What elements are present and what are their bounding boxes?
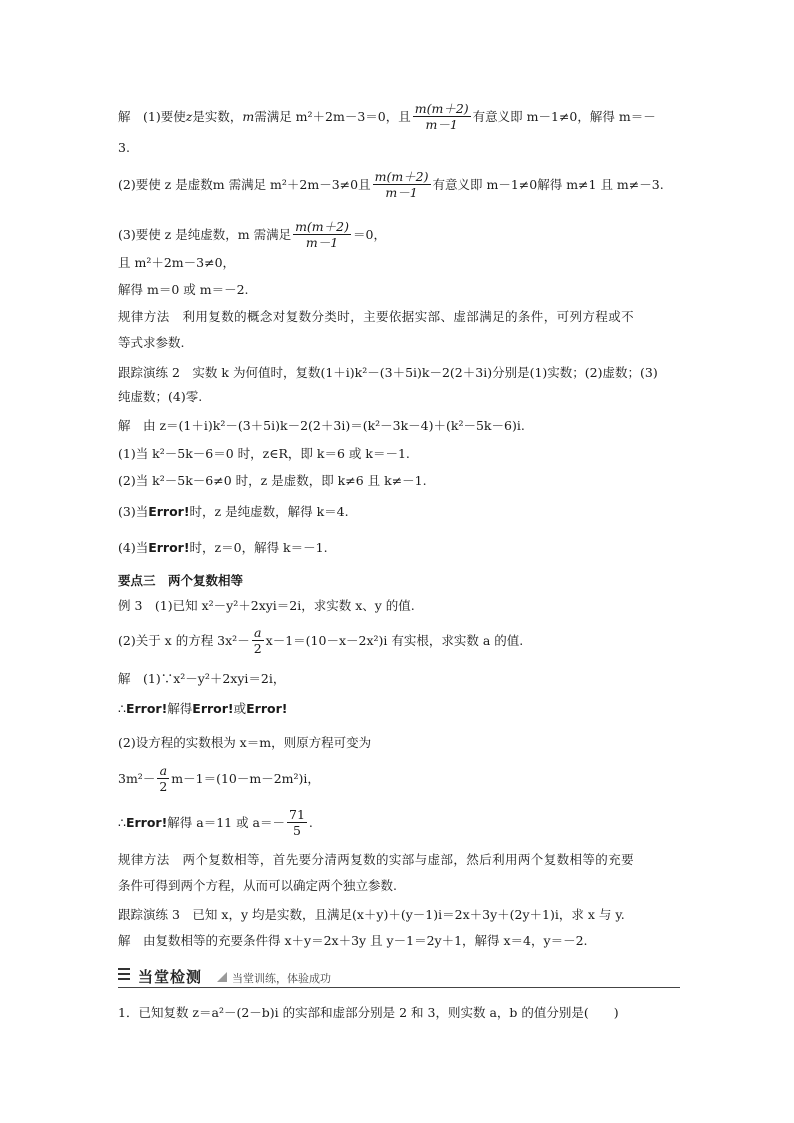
text: 3m²－ <box>118 771 156 786</box>
exercise2-line1: 跟踪演练 2 实数 k 为何值时，复数(1＋i)k²－(3＋5i)k－2(2＋3i)分别是(1)实数；(2)虚数；(3) <box>118 365 658 380</box>
section-header <box>118 965 680 989</box>
text: 或 <box>233 701 247 716</box>
solution1-line3 <box>118 170 664 201</box>
error-placeholder: Error! <box>148 504 190 519</box>
text: (3)要使 z 是纯虚数，m 需满足 <box>118 227 292 242</box>
fraction: $\frac{m(m+2)}{m-1}$ <box>414 101 469 132</box>
text: (2)要使 z 是虚数m 需满足 m²＋2m－3≠0且 <box>118 177 371 192</box>
solution1-line1 <box>118 102 656 133</box>
error-placeholder: Error! <box>125 701 168 716</box>
error-placeholder: Error! <box>246 701 288 716</box>
text: 时，z 是纯虚数，解得 k＝4. <box>189 504 349 519</box>
solution2-line5 <box>118 539 328 557</box>
example3-line2 <box>118 626 523 657</box>
solution2-line3: (2)当 k²－5k－6≠0 时，z 是虚数，即 k≠6 且 k≠－1. <box>118 473 427 488</box>
text: x－1＝(10－x－2x²)i 有实根，求实数 a 的值. <box>265 633 524 648</box>
stripes-icon <box>118 968 130 984</box>
exercise2-line2: 纯虚数；(4)零. <box>118 389 203 404</box>
example3-line1: 例 3 (1)已知 x²－y²＋2xyi＝2i，求实数 x、y 的值. <box>118 598 415 613</box>
text: ∴ <box>118 815 126 830</box>
solution1-line2: 3. <box>118 140 130 155</box>
fraction: $\frac{71}{5}$ <box>289 807 305 838</box>
error-placeholder: Error! <box>192 701 234 716</box>
fraction: $\frac{a}{2}$ <box>159 763 168 794</box>
solution3-line5 <box>118 808 313 839</box>
solution3-line4 <box>118 764 320 795</box>
text: 解 (1)要使 <box>118 109 186 124</box>
solution2-line4 <box>118 503 349 521</box>
text: ∴ <box>118 701 126 716</box>
solution2-line2: (1)当 k²－5k－6＝0 时，z∈R，即 k＝6 或 k＝－1. <box>118 446 410 461</box>
method2-line2: 条件可得到两个方程，从而可以确定两个独立参数. <box>118 878 397 893</box>
text: 有意义即 m－1≠0解得 m≠1 且 m≠－3. <box>432 177 664 192</box>
text: 时，z＝0，解得 k＝－1. <box>189 540 328 555</box>
method2-line1: 规律方法 两个复数相等，首先要分清两复数的实部与虚部，然后利用两个复数相等的充要 <box>118 852 635 867</box>
text: 解得 <box>167 701 193 716</box>
text: 有意义即 m－1≠0，解得 m＝－ <box>472 109 656 124</box>
text: (4)当 <box>118 540 149 555</box>
error-placeholder: Error! <box>125 815 168 830</box>
solution1-line4 <box>118 220 386 251</box>
solution3-line3: (2)设方程的实数根为 x＝m，则原方程可变为 <box>118 735 372 750</box>
method1-line2: 等式求参数. <box>118 335 185 350</box>
text: (2)关于 x 的方程 3x²－ <box>118 633 250 648</box>
question1: 1．已知复数 z＝a²－(2－b)i 的实部和虚部分别是 2 和 3，则实数 a，b 的值分别是( ) <box>118 1005 619 1020</box>
solution1-line6: 解得 m＝0 或 m＝－2. <box>118 282 249 297</box>
error-placeholder: Error! <box>148 540 190 555</box>
solution3-line1: 解 (1)∵x²－y²＋2xyi＝2i， <box>118 671 286 686</box>
keypoint3-title: 要点三 两个复数相等 <box>118 573 244 588</box>
text: 解得 a＝11 或 a＝－ <box>167 815 286 830</box>
section-title: 当堂检测 <box>138 968 203 986</box>
fraction: $\frac{a}{2}$ <box>253 625 262 656</box>
solution1-line5: 且 m²＋2m－3≠0， <box>118 255 236 270</box>
text: 是实数， <box>192 109 243 124</box>
fraction: $\frac{m(m+2)}{m-1}$ <box>295 219 349 250</box>
text: (3)当 <box>118 504 149 519</box>
triangle-icon <box>217 972 227 982</box>
text: . <box>308 815 313 830</box>
fraction: $\frac{m(m+2)}{m-1}$ <box>374 169 429 200</box>
solution2-line1: 解 由 z＝(1＋i)k²－(3＋5i)k－2(2＋3i)＝(k²－3k－4)＋(k²－5k－6)i. <box>118 418 525 433</box>
text: 需满足 m²＋2m－3＝0，且 <box>254 109 411 124</box>
divider <box>118 987 680 988</box>
exercise3-line1: 跟踪演练 3 已知 x，y 均是实数，且满足(x＋y)＋(y－1)i＝2x＋3y＋(2y＋1)i，求 x 与 y. <box>118 907 625 922</box>
method1-line1: 规律方法 利用复数的概念对复数分类时，主要依据实部、虚部满足的条件，可列方程或不 <box>118 309 635 324</box>
text: z <box>185 109 193 124</box>
text: m <box>242 109 255 124</box>
solution3-line2 <box>118 700 287 718</box>
exercise3-line2: 解 由复数相等的充要条件得 x＋y＝2x＋3y 且 y－1＝2y＋1，解得 x＝4，y＝－2. <box>118 933 588 948</box>
section-subtitle: 当堂训练，体验成功 <box>232 972 331 985</box>
text: ＝0， <box>353 227 386 242</box>
text: m－1＝(10－m－2m²)i， <box>171 771 320 786</box>
